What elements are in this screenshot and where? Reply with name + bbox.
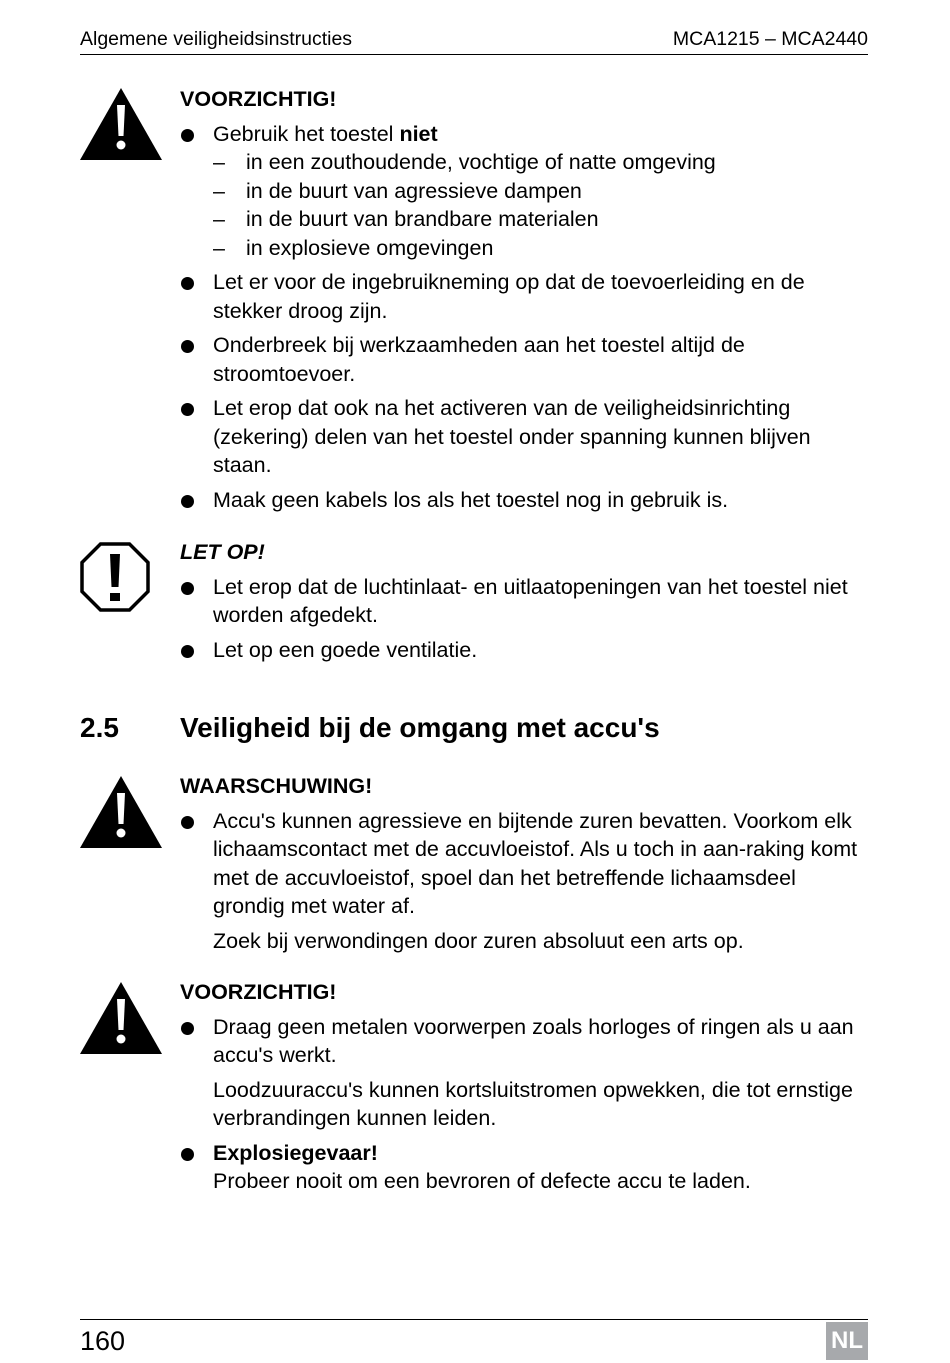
bullet-dot xyxy=(181,1022,194,1035)
section-title: Veiligheid bij de omgang met accu's xyxy=(180,712,660,743)
bullet-text: Onderbreek bij werkzaamheden aan het toestel altijd de stroomtoevoer. xyxy=(213,333,745,386)
section-number: 2.5 xyxy=(80,712,119,743)
list-item xyxy=(180,486,870,515)
page-number: 160 xyxy=(80,1326,126,1356)
list-item xyxy=(180,120,870,263)
list-item xyxy=(180,331,870,388)
bullet-dot xyxy=(181,495,194,508)
bullet-text: Draag geen metalen voorwerpen zoals horloges of ringen als u aan accu's werkt. xyxy=(213,1014,854,1067)
attention-octagon-icon xyxy=(80,542,150,612)
bullet-dot xyxy=(181,403,194,416)
signal-word-caution: VOORZICHTIG! xyxy=(180,980,337,1004)
bullet-text: Gebruik het toestel xyxy=(213,121,400,146)
list-item xyxy=(180,394,870,480)
bullet-emphasis: Explosiegevaar! xyxy=(213,1140,378,1165)
bullet-dot xyxy=(181,816,194,829)
bullet-text: Let erop dat ook na het activeren van de veiligheidsinrichting (zekering) delen van het toestel onder spanning kunnen blijven staan. xyxy=(213,396,811,477)
bullet-text: Let er voor de ingebruikneming op dat de toevoerleiding en de stekker droog zijn. xyxy=(213,270,805,323)
signal-word-notice: LET OP! xyxy=(180,540,265,564)
paragraph: Zoek bij verwondingen door zuren absoluut een arts op. xyxy=(213,928,744,953)
list-item xyxy=(180,1139,870,1196)
warning-block xyxy=(180,772,870,961)
signal-word-warning: WAARSCHUWING! xyxy=(180,774,373,798)
sub-item-text: in de buurt van agressieve dampen xyxy=(246,178,582,203)
sub-list-item: – in explosieve omgevingen xyxy=(213,235,494,260)
page-footer xyxy=(80,1319,868,1363)
page-header xyxy=(80,26,868,55)
warning-triangle-icon xyxy=(80,982,162,1054)
warning-triangle-icon xyxy=(80,88,162,160)
sub-item-text: in explosieve omgevingen xyxy=(246,235,494,260)
list-item xyxy=(180,807,870,921)
bullet-dot xyxy=(181,129,194,142)
bullet-text: Probeer nooit om een bevroren of defecte accu te laden. xyxy=(213,1169,751,1193)
language-tab: NL xyxy=(826,1322,868,1360)
warning-triangle-icon xyxy=(80,776,162,848)
paragraph: Loodzuuraccu's kunnen kortsluitstromen opwekken, die tot ernstige verbrandingen kunnen leiden. xyxy=(213,1077,853,1130)
header-chapter-title: Algemene veiligheidsinstructies xyxy=(80,28,353,50)
bullet-dot xyxy=(181,582,194,595)
bullet-dot xyxy=(181,1148,194,1161)
sub-item-text: in een zouthoudende, vochtige of natte omgeving xyxy=(246,150,716,174)
signal-word-caution: VOORZICHTIG! xyxy=(180,87,337,111)
bullet-dot xyxy=(181,645,194,658)
bullet-dot xyxy=(181,340,194,353)
bullet-emphasis: niet xyxy=(399,121,438,146)
sub-list-item: – in de buurt van agressieve dampen xyxy=(213,178,582,203)
list-item xyxy=(180,573,870,630)
list-item xyxy=(180,268,870,325)
sub-list-item: – in de buurt van brandbare materialen xyxy=(213,207,599,231)
bullet-text: Accu's kunnen agressieve en bijtende zuren bevatten. Voorkom elk lichaamscontact met de accuvloeistof. Als u toch in aan-raking komt met de accuvloeistof, spoel dan het betreffende lichaamsdeel grondig met water af. xyxy=(213,808,858,918)
bullet-text: Maak geen kabels los als het toestel nog in gebruik is. xyxy=(213,487,729,512)
bullet-dot xyxy=(181,277,194,290)
notice-block xyxy=(180,538,870,670)
bullet-text: Let op een goede ventilatie. xyxy=(213,637,478,662)
list-item xyxy=(180,1013,870,1070)
header-model-range: MCA1215 – MCA2440 xyxy=(672,28,868,50)
caution-block xyxy=(180,85,870,520)
list-item xyxy=(180,636,870,665)
bullet-text: Let erop dat de luchtinlaat- en uitlaatopeningen van het toestel niet worden afgedekt. xyxy=(213,574,848,627)
caution-block xyxy=(180,978,870,1202)
sub-list-item: – in een zouthoudende, vochtige of natte omgeving xyxy=(213,150,716,174)
sub-item-text: in de buurt van brandbare materialen xyxy=(246,207,599,231)
